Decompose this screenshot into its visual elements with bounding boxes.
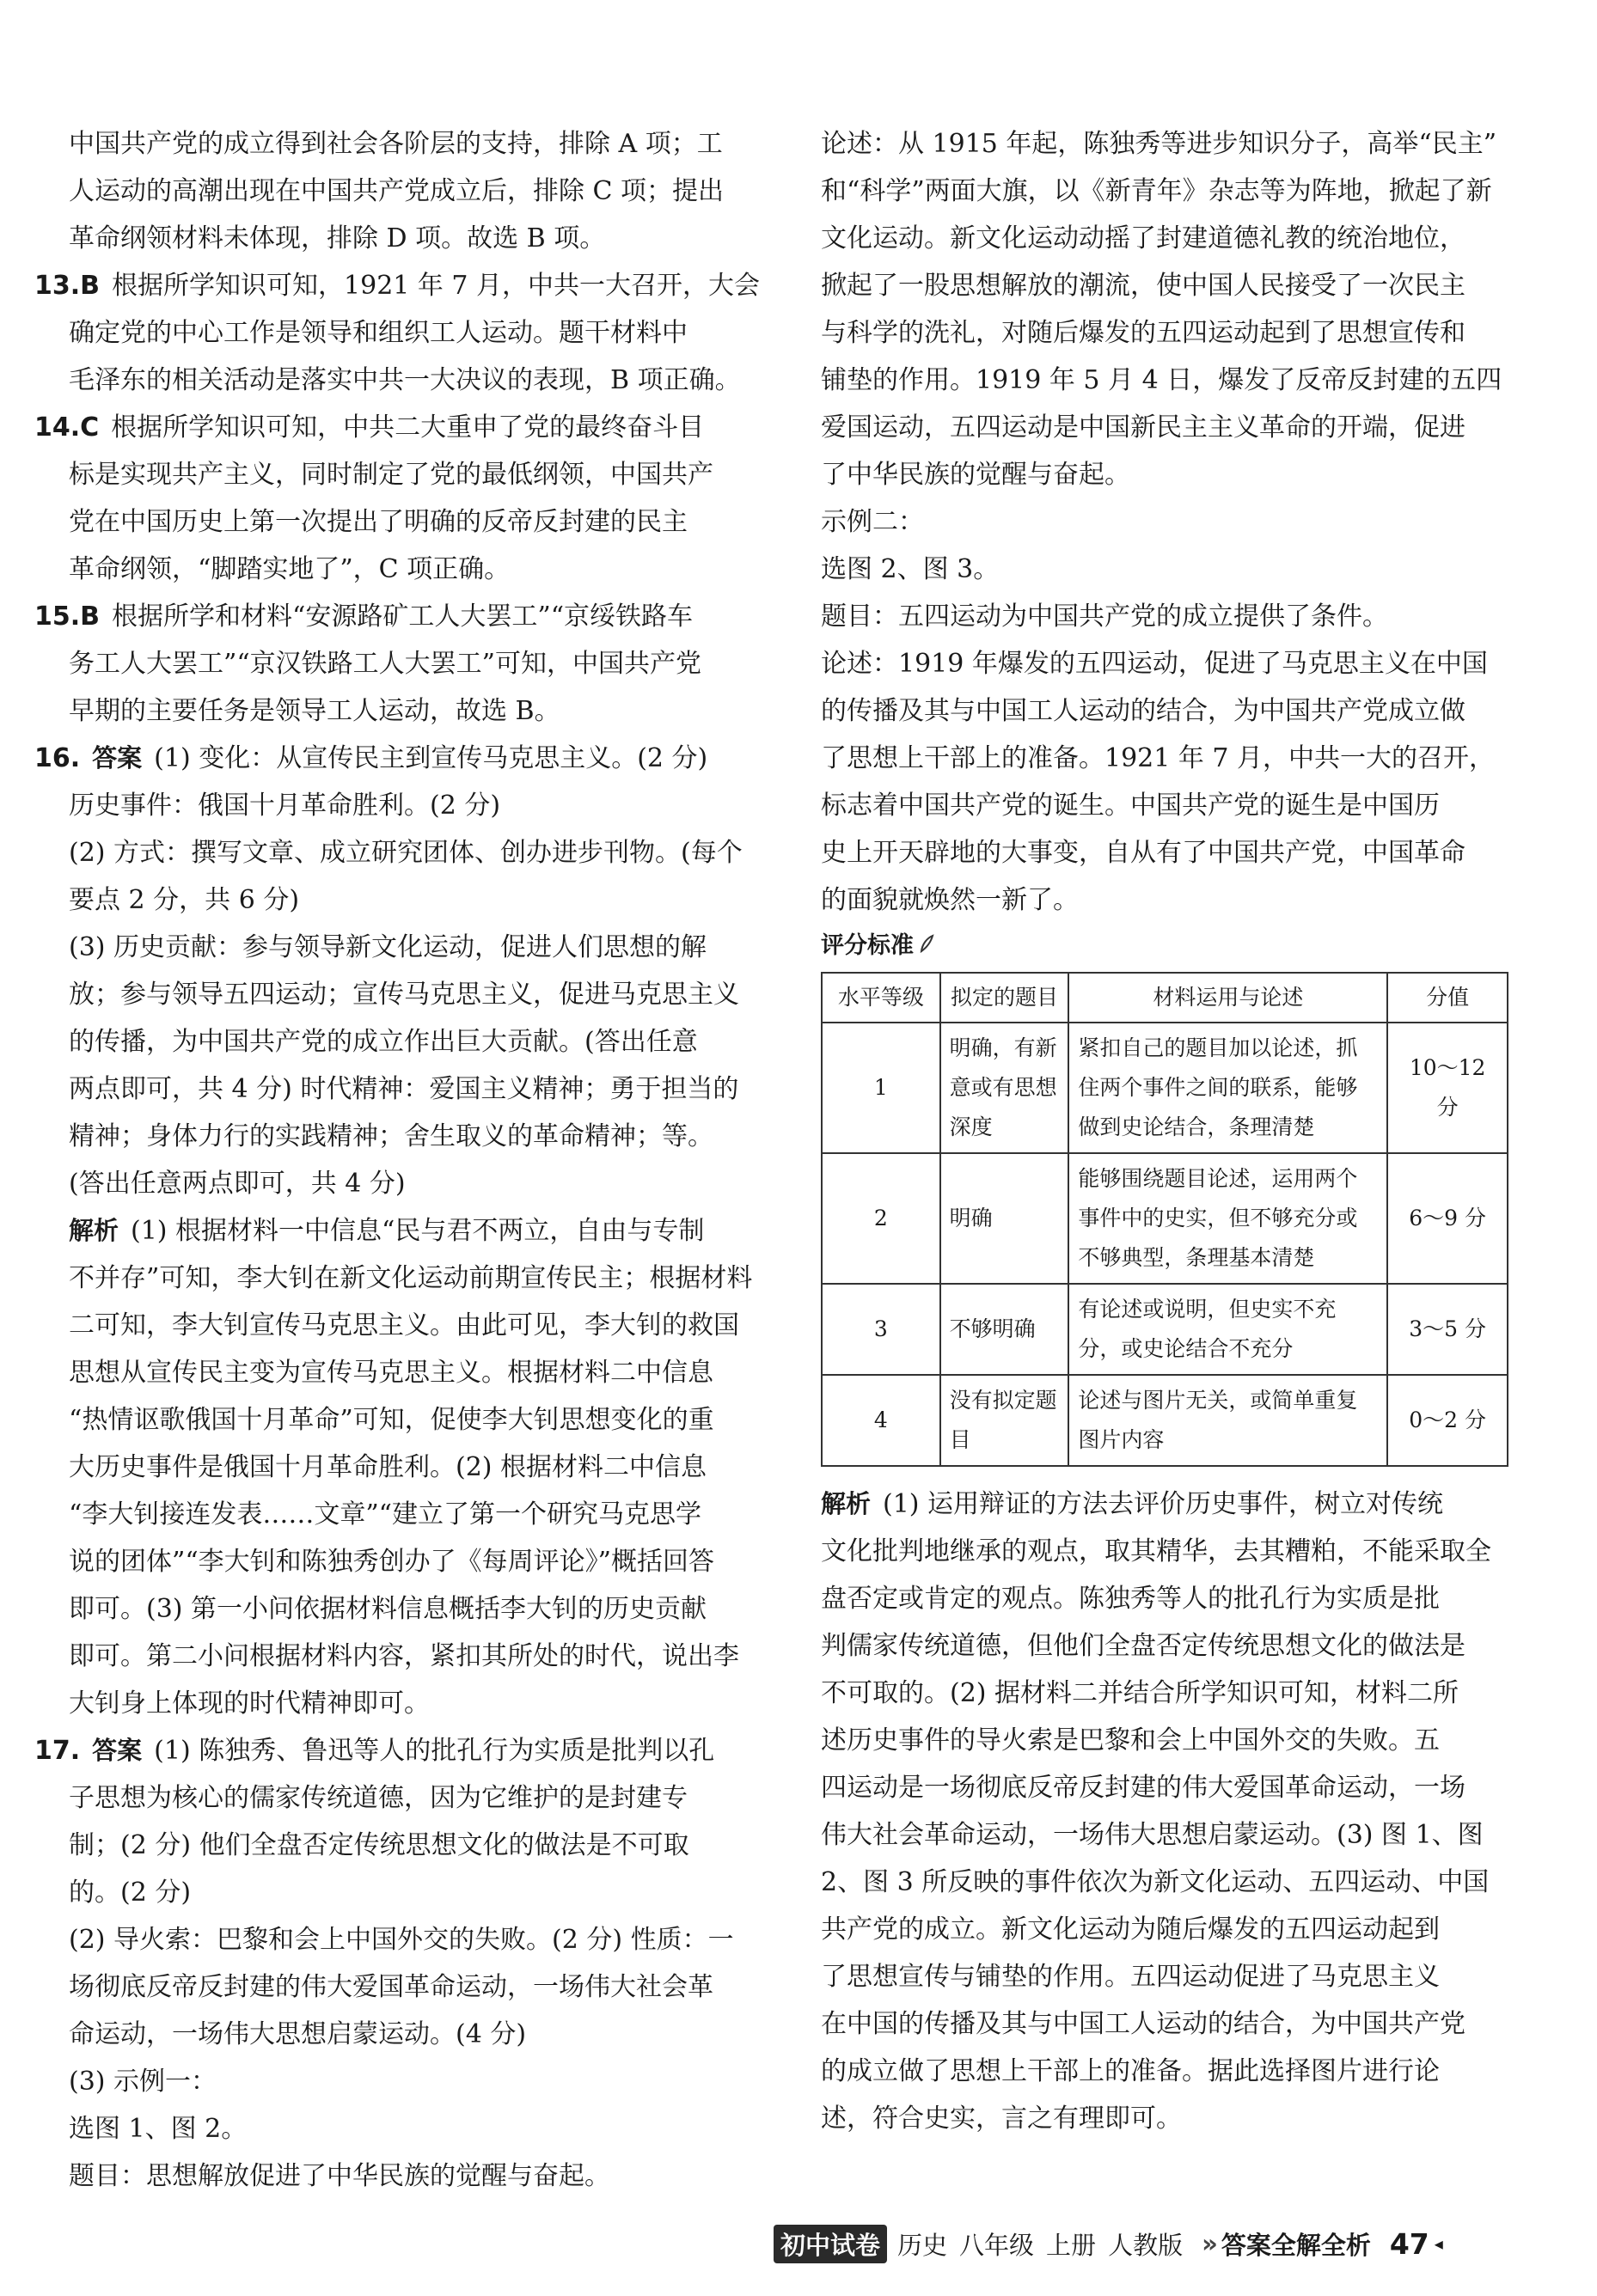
- text-line: (1) 变化：从宣传民主到宣传马克思主义。(2 分): [154, 743, 708, 773]
- answer-tag: 答案: [92, 1736, 143, 1765]
- text-line: (答出任意两点即可，共 4 分): [69, 1169, 406, 1199]
- table-header-row: [822, 973, 1508, 1023]
- para-0: [34, 120, 761, 262]
- text-line: 党在中国历史上第一次提出了明确的反帝反封建的民主: [69, 507, 688, 537]
- text-line: 革命纲领，“脚踏实地了”，C 项正确。: [69, 554, 511, 584]
- text-line: 毛泽东的相关活动是落实中共一大决议的表现，B 项正确。: [69, 365, 741, 395]
- text-line: 制；(2 分) 他们全盘否定传统思想文化的做法是不可取: [69, 1830, 689, 1860]
- question-number: 13.B: [34, 271, 101, 301]
- text-line: 说的团体”“李大钊和陈独秀创办了《每周评论》”概括回答: [69, 1547, 715, 1577]
- text-line: 选图 1、图 2。: [69, 2114, 248, 2144]
- table-header-cell: 拟定的题目: [940, 973, 1069, 1023]
- brand-badge: 初中试卷: [774, 2225, 887, 2263]
- edition-label: 人教版: [1108, 2230, 1184, 2260]
- right-column: [821, 120, 1517, 2142]
- description-cell: 紧扣自己的题目加以论述，抓住两个事件之间的联系，能够做到史论结合，条理清楚: [1068, 1023, 1387, 1153]
- text-line: 的传播及其与中国工人运动的结合，为中国共产党成立做: [821, 696, 1465, 726]
- scoring-criteria-text: 评分标准: [821, 932, 914, 959]
- text-line: 盘否定或肯定的观点。陈独秀等人的批孔行为实质是批: [821, 1584, 1440, 1614]
- question-number: 16.: [34, 743, 81, 773]
- text-line: 史上开天辟地的大事变，自从有了中国共产党，中国革命: [821, 838, 1465, 868]
- text-line: 精神；身体力行的实践精神；舍生取义的革命精神；等。: [69, 1121, 713, 1151]
- text-line: 2、图 3 所反映的事件依次为新文化运动、五四运动、中国: [821, 1867, 1490, 1897]
- text-line: 标是实现共产主义，同时制定了党的最低纲领，中国共产: [69, 460, 713, 490]
- text-line: 了思想上干部上的准备。1921 年 7 月，中共一大的召开，: [821, 743, 1496, 773]
- triangle-left-icon: ◂: [1434, 2233, 1443, 2254]
- text-line: 即可。第二小问根据材料内容，紧扣其所处的时代，说出李: [69, 1641, 739, 1671]
- answer-tag: 答案: [92, 743, 143, 772]
- text-line: 判儒家传统道德，但他们全盘否定传统思想文化的做法是: [821, 1631, 1465, 1661]
- question-14: [34, 404, 761, 593]
- text-line: 铺垫的作用。1919 年 5 月 4 日，爆发了反帝反封建的五四: [821, 365, 1502, 395]
- table-row: [822, 1023, 1508, 1153]
- table-header-cell: 分值: [1387, 973, 1508, 1023]
- left-column: [34, 120, 761, 2200]
- text-line: 人运动的高潮出现在中国共产党成立后，排除 C 项；提出: [69, 176, 725, 206]
- text-line: (2) 方式：撰写文章、成立研究团体、创办进步刊物。(每个: [69, 838, 743, 868]
- text-line: (1) 运用辩证的方法去评价历史事件，树立对传统: [883, 1489, 1444, 1519]
- topic-cell: 没有拟定题目: [940, 1375, 1069, 1466]
- leaf-icon: [919, 931, 934, 962]
- text-line: 场彻底反帝反封建的伟大爱国革命运动，一场伟大社会革: [69, 1972, 713, 2002]
- text-line: 文化批判地继承的观点，取其精华，去其糟粕，不能采取全: [821, 1536, 1491, 1566]
- text-line: 了中华民族的觉醒与奋起。: [821, 460, 1130, 490]
- text-line: 不可取的。(2) 据材料二并结合所学知识可知，材料二所: [821, 1678, 1459, 1708]
- text-line: 要点 2 分，共 6 分): [69, 885, 300, 915]
- score-cell: 6～9 分: [1387, 1153, 1508, 1284]
- text-line: 历史事件：俄国十月革命胜利。(2 分): [69, 791, 501, 821]
- description-cell: 能够围绕题目论述，运用两个事件中的史实，但不够充分或不够典型，条理基本清楚: [1068, 1153, 1387, 1284]
- analysis-tag: 解析: [69, 1216, 119, 1245]
- text-line: 掀起了一股思想解放的潮流，使中国人民接受了一次民主: [821, 271, 1465, 301]
- question-16-analysis: [34, 1207, 761, 1727]
- text-line: 根据所学知识可知，中共二大重申了党的最终奋斗目: [111, 412, 705, 443]
- table-header-cell: 材料运用与论述: [1068, 973, 1387, 1023]
- question-17-analysis: [821, 1481, 1517, 2142]
- question-17: [34, 1727, 761, 2200]
- text-line: 的成立做了思想上干部上的准备。据此选择图片进行论: [821, 2056, 1440, 2086]
- text-line: 示例二：: [821, 507, 924, 537]
- text-line: 即可。(3) 第一小问依据材料信息概括李大钊的历史贡献: [69, 1594, 707, 1624]
- text-line: 四运动是一场彻底反帝反封建的伟大爱国革命运动，一场: [821, 1773, 1465, 1803]
- text-line: (3) 历史贡献：参与领导新文化运动，促进人们思想的解: [69, 932, 707, 962]
- question-number: 14.C: [34, 412, 100, 443]
- text-line: 文化运动。新文化运动动摇了封建道德礼教的统治地位，: [821, 223, 1465, 253]
- text-line: 了思想宣传与铺垫的作用。五四运动促进了马克思主义: [821, 1962, 1440, 1992]
- level-cell: 1: [822, 1023, 940, 1153]
- topic-cell: 不够明确: [940, 1284, 1069, 1375]
- level-cell: 2: [822, 1153, 940, 1284]
- page-number: 47: [1389, 2226, 1429, 2261]
- text-line: 的。(2 分): [69, 1878, 192, 1908]
- volume-label: 上册: [1046, 2230, 1097, 2260]
- text-line: 大钊身上体现的时代精神即可。: [69, 1688, 430, 1719]
- table-row: [822, 1284, 1508, 1375]
- level-cell: 3: [822, 1284, 940, 1375]
- text-line: 的传播，为中国共产党的成立作出巨大贡献。(答出任意: [69, 1027, 698, 1057]
- subject-label: 历史: [897, 2230, 948, 2260]
- text-line: 和“科学”两面大旗，以《新青年》杂志等为阵地，掀起了新: [821, 176, 1492, 206]
- text-line: 子思想为核心的儒家传统道德，因为它维护的是封建专: [69, 1783, 688, 1813]
- text-line: 早期的主要任务是领导工人运动，故选 B。: [69, 696, 560, 726]
- table-row: [822, 1375, 1508, 1466]
- text-line: 伟大社会革命运动，一场伟大思想启蒙运动。(3) 图 1、图: [821, 1820, 1484, 1850]
- text-line: 的面貌就焕然一新了。: [821, 885, 1079, 915]
- score-cell: 3～5 分: [1387, 1284, 1508, 1375]
- question-number: 15.B: [34, 601, 101, 632]
- text-line: 论述：1919 年爆发的五四运动，促进了马克思主义在中国: [821, 649, 1488, 679]
- text-line: 论述：从 1915 年起，陈独秀等进步知识分子，高举“民主”: [821, 129, 1497, 159]
- text-line: (1) 陈独秀、鲁迅等人的批孔行为实质是批判以孔: [154, 1736, 715, 1766]
- text-line: 选图 2、图 3。: [821, 554, 1000, 584]
- text-line: 二可知，李大钊宣传马克思主义。由此可见，李大钊的救国: [69, 1310, 739, 1340]
- description-cell: 有论述或说明，但史实不充分，或史论结合不充分: [1068, 1284, 1387, 1375]
- answer-analysis-label: 答案全解全析: [1221, 2230, 1371, 2260]
- text-line: “李大钊接连发表……文章”“建立了第一个研究马克思学: [69, 1499, 702, 1530]
- text-line: 与科学的洗礼，对随后爆发的五四运动起到了思想宣传和: [821, 318, 1465, 348]
- question-13: [34, 262, 761, 404]
- text-line: 在中国的传播及其与中国工人运动的结合，为中国共产党: [821, 2009, 1465, 2039]
- text-line: 不并存”可知，李大钊在新文化运动前期宣传民主；根据材料: [69, 1263, 753, 1293]
- text-line: 两点即可，共 4 分) 时代精神：爱国主义精神；勇于担当的: [69, 1074, 739, 1104]
- description-cell: 论述与图片无关，或简单重复图片内容: [1068, 1375, 1387, 1466]
- text-line: 根据所学知识可知，1921 年 7 月，中共一大召开，大会: [112, 271, 761, 301]
- page-footer: [774, 2224, 1530, 2263]
- text-line: 题目：思想解放促进了中华民族的觉醒与奋起。: [69, 2161, 610, 2191]
- scoring-table: [821, 972, 1508, 1467]
- text-line: 命运动，一场伟大思想启蒙运动。(4 分): [69, 2019, 527, 2049]
- text-line: 爱国运动，五四运动是中国新民主主义革命的开端，促进: [821, 412, 1465, 443]
- score-cell: 10～12 分: [1387, 1023, 1508, 1153]
- scoring-criteria-label: [821, 931, 1517, 962]
- text-line: 大历史事件是俄国十月革命胜利。(2) 根据材料二中信息: [69, 1452, 707, 1482]
- text-line: 中国共产党的成立得到社会各阶层的支持，排除 A 项；工: [69, 129, 723, 159]
- text-line: 务工人大罢工”“京汉铁路工人大罢工”可知，中国共产党: [69, 649, 702, 679]
- text-line: 革命纲领材料未体现，排除 D 项。故选 B 项。: [69, 223, 606, 253]
- question-16: [34, 735, 761, 1207]
- score-cell: 0～2 分: [1387, 1375, 1508, 1466]
- text-line: 根据所学和材料“安源路矿工人大罢工”“京绥铁路车: [112, 601, 694, 632]
- text-line: 共产党的成立。新文化运动为随后爆发的五四运动起到: [821, 1914, 1440, 1945]
- question-15: [34, 593, 761, 735]
- text-line: 放；参与领导五四运动；宣传马克思主义，促进马克思主义: [69, 980, 739, 1010]
- analysis-tag: 解析: [821, 1489, 872, 1518]
- text-line: 思想从宣传民主变为宣传马克思主义。根据材料二中信息: [69, 1358, 713, 1388]
- table-header-cell: 水平等级: [822, 973, 940, 1023]
- topic-cell: 明确: [940, 1153, 1069, 1284]
- question-number: 17.: [34, 1736, 81, 1766]
- text-line: 题目：五四运动为中国共产党的成立提供了条件。: [821, 601, 1388, 632]
- table-row: [822, 1153, 1508, 1284]
- level-cell: 4: [822, 1375, 940, 1466]
- text-line: 标志着中国共产党的诞生。中国共产党的诞生是中国历: [821, 791, 1440, 821]
- text-line: (3) 示例一：: [69, 2067, 217, 2097]
- topic-cell: 明确，有新意或有思想深度: [940, 1023, 1069, 1153]
- text-line: 述，符合史实，言之有理即可。: [821, 2104, 1182, 2134]
- text-line: (2) 导火索：巴黎和会上中国外交的失败。(2 分) 性质：一: [69, 1925, 734, 1955]
- text-line: (1) 根据材料一中信息“民与君不两立，自由与专制: [131, 1216, 705, 1246]
- double-chevron-icon: »: [1202, 2229, 1213, 2258]
- text-line: 述历史事件的导火索是巴黎和会上中国外交的失败。五: [821, 1725, 1440, 1756]
- grade-label: 八年级: [959, 2230, 1035, 2260]
- text-line: “热情讴歌俄国十月革命”可知，促使李大钊思想变化的重: [69, 1405, 714, 1435]
- example-paragraphs: [821, 120, 1517, 924]
- text-line: 确定党的中心工作是领导和组织工人运动。题干材料中: [69, 318, 688, 348]
